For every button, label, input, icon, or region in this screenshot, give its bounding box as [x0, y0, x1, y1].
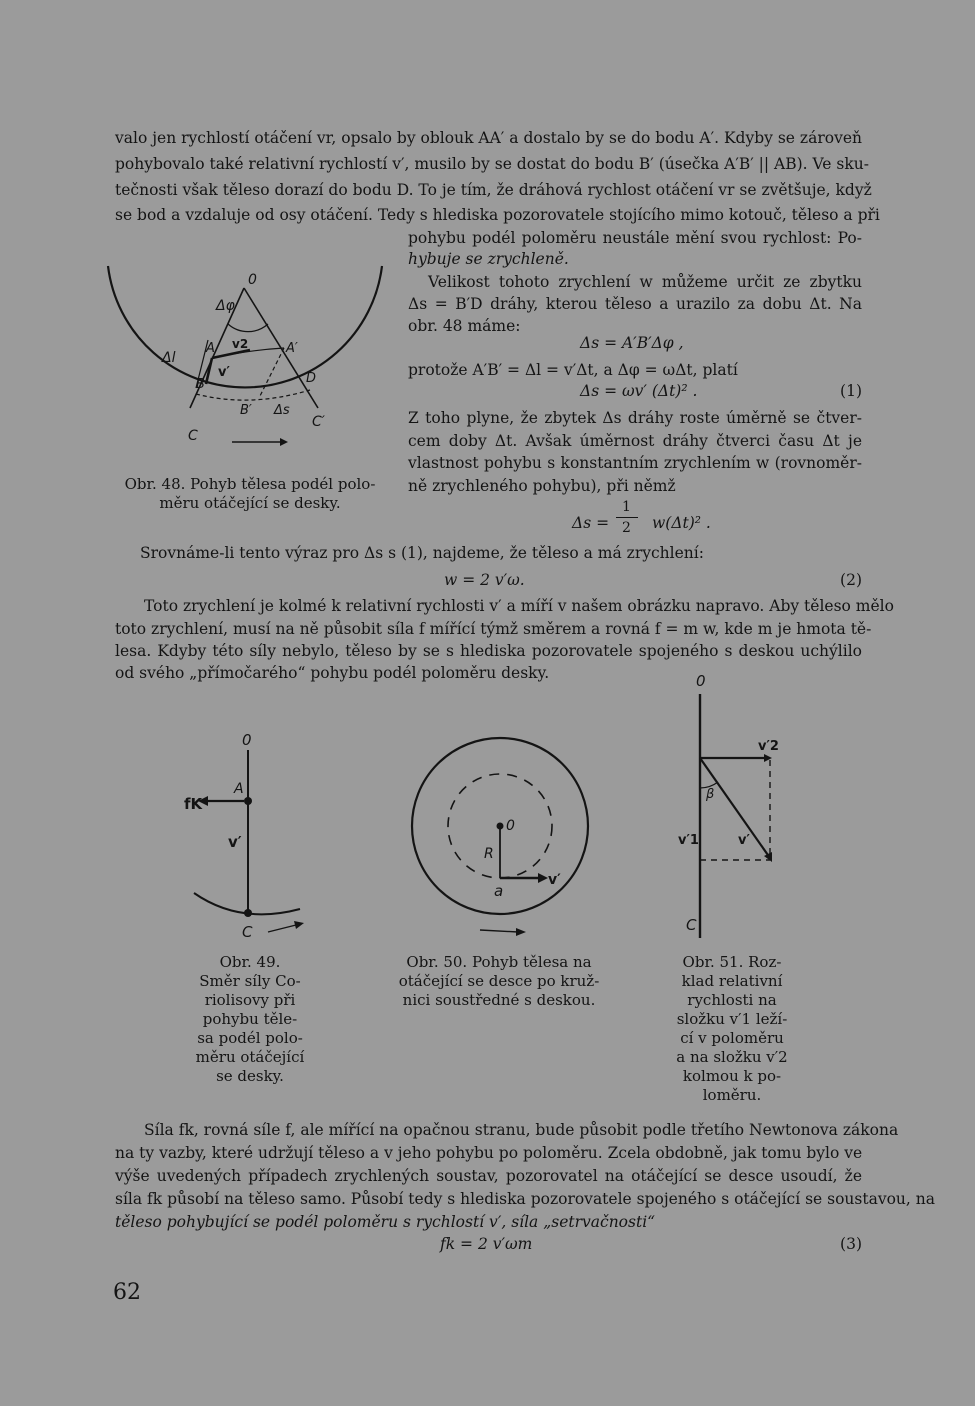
fig48-label-v2: v2 [232, 337, 249, 351]
equation: fk = 2 v′ωm [440, 1235, 533, 1253]
equation-number: (2) [840, 571, 862, 589]
fig51-label-v1: v′1 [678, 833, 699, 848]
figure-51-diagram [662, 668, 792, 948]
text-line: Toto zrychlení je kolmé k relativní rychlosti v′ a míří v našem obrázku napravo. Aby těleso mělo [144, 597, 894, 615]
figure-49-diagram [180, 725, 320, 945]
text-line: valo jen rychlostí otáčení vr, opsalo by oblouk AA′ a dostalo by se do bodu A′. Kdyby se zároveň [115, 129, 862, 147]
fig49-rotation-arrowhead [294, 921, 304, 929]
equation: Δs = ωv′ (Δt)² . [580, 382, 698, 400]
equation-number: (3) [840, 1235, 862, 1253]
fig50-label-o: 0 [506, 818, 515, 834]
fig49-point-a [244, 797, 252, 805]
text-line: vlastnost pohybu s konstantním zrychlením w (rovnoměr- [408, 454, 862, 472]
fig50-label-r: R [484, 846, 494, 862]
fig50-rotation-arrow [480, 930, 518, 932]
fig51-v2-arrowhead [764, 754, 772, 762]
text-line: Δs = B′D dráhy, kterou těleso a urazilo za dobu Δt. Na [408, 295, 862, 313]
fig51-label-o: 0 [696, 672, 706, 690]
fig48-label-a: A [206, 341, 215, 356]
text-line: tečnosti však těleso dorazí do bodu D. To je tím, že dráhová rychlost otáčení vr se zvětšuje, když [115, 181, 872, 199]
equation: w(Δt)² . [652, 514, 711, 532]
fig48-disk-arc [108, 266, 382, 387]
text-line: Velikost tohoto zrychlení w můžeme určit ze zbytku [428, 273, 862, 291]
fig49-label-c: C [242, 923, 253, 941]
fig49-label-a: A [234, 781, 244, 797]
fig48-label-dphi: Δφ [216, 298, 235, 314]
fig50-label-v: v′ [548, 872, 561, 888]
text-line: výše uvedených případech zrychlených soustav, pozorovatel na otáčející se desce usoudí, že [115, 1167, 862, 1185]
fig51-label-v: v′ [738, 833, 750, 848]
text-line: Síla fk, rovná síle f, ale mířící na opačnou stranu, bude působit podle třetího Newtonova zákona [144, 1121, 899, 1139]
text-line: toto zrychlení, musí na ně působit síla f mířící týmž směrem a rovná f = m w, kde m je hmota tě- [115, 620, 872, 638]
text-line: hybuje se zrychleně. [408, 250, 569, 268]
figure-49-caption: Obr. 49. Směr síly Co- riolisovy při pohybu těle- sa podél polo- měru otáčející se desky. [195, 953, 305, 1085]
fraction-numerator: 1 [622, 499, 631, 515]
equation: Δs = A′B′Δφ , [580, 334, 684, 352]
equation: Δs = [572, 514, 610, 532]
fig51-label-v2: v′2 [758, 739, 779, 754]
fig48-label-ds: Δs [274, 403, 290, 418]
text-line: Srovnáme-li tento výraz pro Δs s (1), najdeme, že těleso a má zrychlení: [140, 544, 704, 562]
fraction-denominator: 2 [622, 520, 631, 536]
equation: w = 2 v′ω. [444, 571, 525, 589]
figure-48-caption: Obr. 48. Pohyb tělesa podél polo- měru otáčející se desky. [124, 475, 376, 512]
text-line: pohybu podél poloměru neustále mění svou rychlost: Po- [408, 229, 862, 247]
fig48-rotation-arrowhead [280, 438, 288, 446]
fig50-velocity-arrowhead [538, 873, 548, 883]
fig51-label-beta: β [706, 787, 715, 802]
text-line: síla fk působí na těleso samo. Působí tedy s hlediska pozorovatele spojeného s otáčející se soustavou, na [115, 1190, 935, 1208]
fig48-label-vprime: v′ [218, 365, 230, 380]
fig48-label-bprime: B′ [240, 403, 252, 418]
fig48-label-o: 0 [248, 272, 257, 288]
text-line: na ty vazby, které udržují těleso a v jeho pohybu po poloměru. Zcela obdobně, jak tomu bylo ve [115, 1144, 863, 1162]
fig51-label-c: C [686, 916, 697, 934]
figure-50-caption: Obr. 50. Pohyb tělesa na otáčející se desce po kruž- nici soustředné s deskou. [398, 953, 600, 1009]
page-number: 62 [113, 1280, 141, 1305]
fig48-label-b: B [196, 377, 205, 392]
fig48-label-cprime: C′ [312, 414, 325, 430]
fig51-v-arrow [700, 758, 770, 858]
text-line: obr. 48 máme: [408, 317, 521, 335]
fig49-rotation-arrow [268, 925, 296, 932]
text-line: lesa. Kdyby této síly nebylo, těleso by se s hlediska pozorovatele spojeného s deskou uchýlilo [115, 642, 862, 660]
fig50-rotation-arrowhead [516, 928, 526, 936]
text-line: se bod a vzdaluje od osy otáčení. Tedy s hlediska pozorovatele stojícího mimo kotouč, těleso a při [115, 206, 880, 224]
fig48-label-dl: Δl [162, 350, 176, 366]
text-line: protože A′B′ = Δl = v′Δt, a Δφ = ωΔt, platí [408, 361, 738, 379]
figure-48-diagram [100, 258, 390, 458]
fig49-label-o: 0 [242, 731, 252, 749]
text-line: těleso pohybující se podél poloměru s rychlostí v′, síla „setrvačnosti“ [115, 1213, 656, 1231]
fig48-dashed-ab [260, 348, 284, 396]
fig48-angle-arc [228, 324, 268, 332]
text-line: ně zrychleného pohybu), při němž [408, 477, 676, 495]
equation-number: (1) [840, 382, 862, 400]
fig48-arc-bd [196, 390, 310, 400]
figure-51-caption: Obr. 51. Roz- klad relativní rychlosti na složku v′1 leží- cí v poloměru a na složku v′2 kolmou k po- loměru. [676, 953, 788, 1104]
fig49-label-fk: fK [184, 795, 203, 813]
fig48-label-d: D [306, 371, 317, 386]
fig48-label-aprime: A′ [286, 341, 298, 356]
text-line: Z toho plyne, že zbytek Δs dráhy roste úměrně se čtver- [408, 409, 862, 427]
figure-50-diagram [400, 730, 600, 940]
fig50-label-a: a [494, 882, 504, 900]
fig48-label-c: C [188, 428, 198, 444]
text-line: pohybovalo také relativní rychlostí v′, musilo by se dostat do bodu B′ (úsečka A′B′ || AB). Ve sku- [115, 155, 869, 173]
text-line: cem doby Δt. Avšak úměrnost dráhy čtverci času Δt je [408, 432, 862, 450]
fig49-label-v: v′ [228, 833, 242, 851]
fig48-v2-arrow [212, 350, 250, 358]
text-line: od svého „přímočarého“ pohybu podél poloměru desky. [115, 664, 550, 682]
